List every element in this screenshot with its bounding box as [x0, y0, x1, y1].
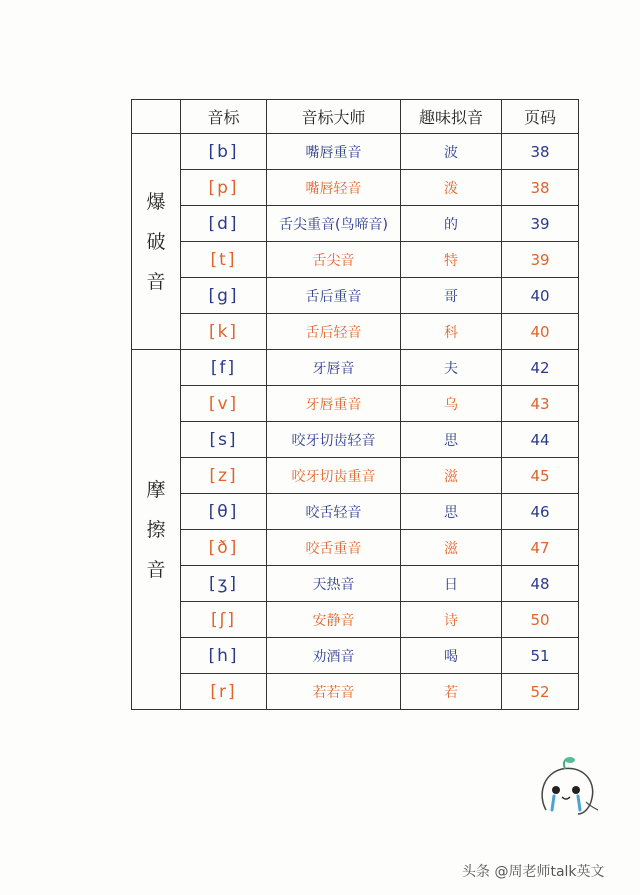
mimic-sound: 滋 — [401, 530, 502, 566]
header-page: 页码 — [502, 100, 579, 134]
table-row — [132, 674, 579, 710]
sound-name: 舌后重音 — [267, 278, 401, 314]
table-row — [132, 386, 579, 422]
mimic-sound: 夫 — [401, 350, 502, 386]
category-label: 爆破音 — [146, 190, 166, 293]
mimic-sound: 若 — [401, 674, 502, 710]
header-symbol: 音标 — [181, 100, 267, 134]
mimic-sound: 特 — [401, 242, 502, 278]
sound-name: 若若音 — [267, 674, 401, 710]
phonetic-symbol: [ʃ] — [181, 602, 267, 638]
table-row — [132, 638, 579, 674]
sound-name: 嘴唇重音 — [267, 134, 401, 170]
page-number: 46 — [502, 494, 579, 530]
sound-name: 咬舌重音 — [267, 530, 401, 566]
table-body — [132, 134, 579, 710]
header-row — [132, 100, 579, 134]
table-row — [132, 134, 579, 170]
sound-name: 咬舌轻音 — [267, 494, 401, 530]
page-number: 39 — [502, 242, 579, 278]
phonetic-symbol: [ð] — [181, 530, 267, 566]
sound-name: 咬牙切齿轻音 — [267, 422, 401, 458]
table-row — [132, 206, 579, 242]
mimic-sound: 乌 — [401, 386, 502, 422]
phonetic-symbol: [s] — [181, 422, 267, 458]
header-sound: 趣味拟音 — [401, 100, 502, 134]
table-row — [132, 494, 579, 530]
page-number: 44 — [502, 422, 579, 458]
category-cell — [132, 134, 181, 350]
mimic-sound: 喝 — [401, 638, 502, 674]
table-row — [132, 530, 579, 566]
phonetic-symbol: [v] — [181, 386, 267, 422]
mimic-sound: 日 — [401, 566, 502, 602]
mimic-sound: 思 — [401, 422, 502, 458]
sound-name: 舌后轻音 — [267, 314, 401, 350]
page-number: 45 — [502, 458, 579, 494]
table-row — [132, 314, 579, 350]
phonetic-symbol: [f] — [181, 350, 267, 386]
phonetic-symbol: [z] — [181, 458, 267, 494]
table-row — [132, 566, 579, 602]
page-number: 39 — [502, 206, 579, 242]
mimic-sound: 波 — [401, 134, 502, 170]
phonetic-symbol: [b] — [181, 134, 267, 170]
table-row — [132, 458, 579, 494]
phonetic-symbol: [p] — [181, 170, 267, 206]
table-row — [132, 242, 579, 278]
sound-name: 劝酒音 — [267, 638, 401, 674]
watermark: 头条 @周老师talk英文 — [462, 864, 605, 880]
page-number: 50 — [502, 602, 579, 638]
phonetic-symbol: [h] — [181, 638, 267, 674]
sound-name: 舌尖重音(鸟啼音) — [267, 206, 401, 242]
sound-name: 嘴唇轻音 — [267, 170, 401, 206]
mimic-sound: 滋 — [401, 458, 502, 494]
phonetic-symbol: [r] — [181, 674, 267, 710]
mascot-sticker-icon — [532, 752, 602, 822]
page-number: 38 — [502, 170, 579, 206]
page-number: 52 — [502, 674, 579, 710]
page-number: 38 — [502, 134, 579, 170]
table-row — [132, 602, 579, 638]
phonetic-symbol: [k] — [181, 314, 267, 350]
phonetic-symbol: [d] — [181, 206, 267, 242]
page-number: 40 — [502, 314, 579, 350]
mimic-sound: 的 — [401, 206, 502, 242]
sound-name: 咬牙切齿重音 — [267, 458, 401, 494]
page-number: 43 — [502, 386, 579, 422]
phonetic-symbol: [t] — [181, 242, 267, 278]
sound-name: 天热音 — [267, 566, 401, 602]
mimic-sound: 哥 — [401, 278, 502, 314]
page-number: 47 — [502, 530, 579, 566]
sound-name: 牙唇音 — [267, 350, 401, 386]
page-number: 40 — [502, 278, 579, 314]
header-name: 音标大师 — [267, 100, 401, 134]
page-number: 51 — [502, 638, 579, 674]
mimic-sound: 科 — [401, 314, 502, 350]
phonetic-symbol: [g] — [181, 278, 267, 314]
page-number: 42 — [502, 350, 579, 386]
phonetic-symbol: [ʒ] — [181, 566, 267, 602]
category-cell — [132, 350, 181, 710]
phonetic-table — [131, 99, 579, 710]
sound-name: 安静音 — [267, 602, 401, 638]
table-row — [132, 278, 579, 314]
sound-name: 牙唇重音 — [267, 386, 401, 422]
table-row — [132, 422, 579, 458]
phonetic-symbol: [θ] — [181, 494, 267, 530]
corner-cell — [132, 100, 181, 134]
mimic-sound: 诗 — [401, 602, 502, 638]
sound-name: 舌尖音 — [267, 242, 401, 278]
table-row — [132, 350, 579, 386]
table-row — [132, 170, 579, 206]
category-label: 摩擦音 — [146, 478, 166, 581]
mimic-sound: 思 — [401, 494, 502, 530]
page-number: 48 — [502, 566, 579, 602]
mimic-sound: 泼 — [401, 170, 502, 206]
